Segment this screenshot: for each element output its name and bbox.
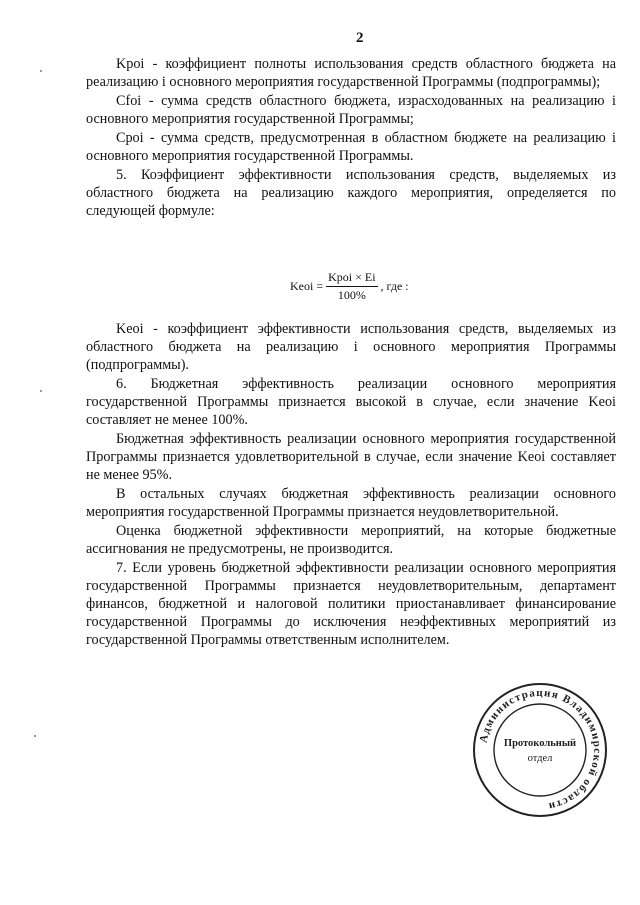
formula-suffix: , где : — [380, 279, 409, 293]
scan-speck — [34, 735, 36, 737]
paragraph-cfoi-definition: Cfoi - сумма средств областного бюджета, израсходованных на реализацию i основного мероприятия государственной Программы; — [86, 93, 616, 127]
formula-denominator: 100% — [337, 288, 366, 302]
svg-text:Администрация Владимирской обл — [477, 687, 603, 812]
formula-keoi — [290, 270, 409, 303]
formula-lhs: Keoi = — [290, 279, 324, 293]
formula-numerator: Kpoi × Ei — [326, 270, 377, 287]
scan-speck — [40, 390, 42, 392]
paragraph-kpoi-definition: Kpoi - коэффициент полноты использования средств областного бюджета на реализацию i основного мероприятия государственной Программы (подпрограммы); — [86, 56, 616, 90]
stamp-center-line1: Протокольный — [503, 738, 577, 749]
paragraph-cpoi-definition: Cpoi - сумма средств, предусмотренная в областном бюджете на реализацию i основного мероприятия государственной Программы. — [86, 130, 616, 164]
paragraph-satisfactory: Бюджетная эффективность реализации основного мероприятия государственной Программы признается удовлетворительной в случае, если значение Keoi составляет не менее 95%. — [86, 431, 616, 483]
paragraph-item-7: 7. Если уровень бюджетной эффективности реализации основного мероприятия государственной Программы признается неудовлетворительным, департамент финансов, бюджетной и налоговой политики приостанавливает финансирование государственной Программы до исключения неэффективных мероприятий из государственной Программы ответственным исполнителем. — [86, 560, 616, 648]
paragraph-unsatisfactory: В остальных случаях бюджетная эффективность реализации основного мероприятия государственной Программы признается неудовлетворительной. — [86, 486, 616, 520]
paragraph-item-5: 5. Коэффициент эффективности использования средств, выделяемых из областного бюджета на реализацию каждого мероприятия, определяется по следующей формуле: — [86, 167, 616, 219]
stamp-center-line2: отдел — [527, 753, 553, 764]
document-body-bottom — [86, 320, 616, 650]
official-stamp — [470, 680, 610, 820]
stamp-ring-text: Администрация Владимирской области — [477, 686, 604, 813]
page-number: 2 — [356, 30, 364, 46]
paragraph-item-6: 6. Бюджетная эффективность реализации основного мероприятия государственной Программы признается высокой в случае, если значение Keoi составляет не менее 100%. — [86, 376, 616, 428]
scan-speck — [40, 70, 42, 72]
paragraph-no-allocation: Оценка бюджетной эффективности мероприятий, на которые бюджетные ассигнования не предусмотрены, не производится. — [86, 523, 616, 557]
formula-fraction — [326, 270, 377, 303]
paragraph-keoi-definition: Keoi - коэффициент эффективности использования средств, выделяемых из областного бюджета на реализацию i основного мероприятия Программы (подпрограммы). — [86, 321, 616, 373]
document-body-top — [86, 55, 616, 221]
